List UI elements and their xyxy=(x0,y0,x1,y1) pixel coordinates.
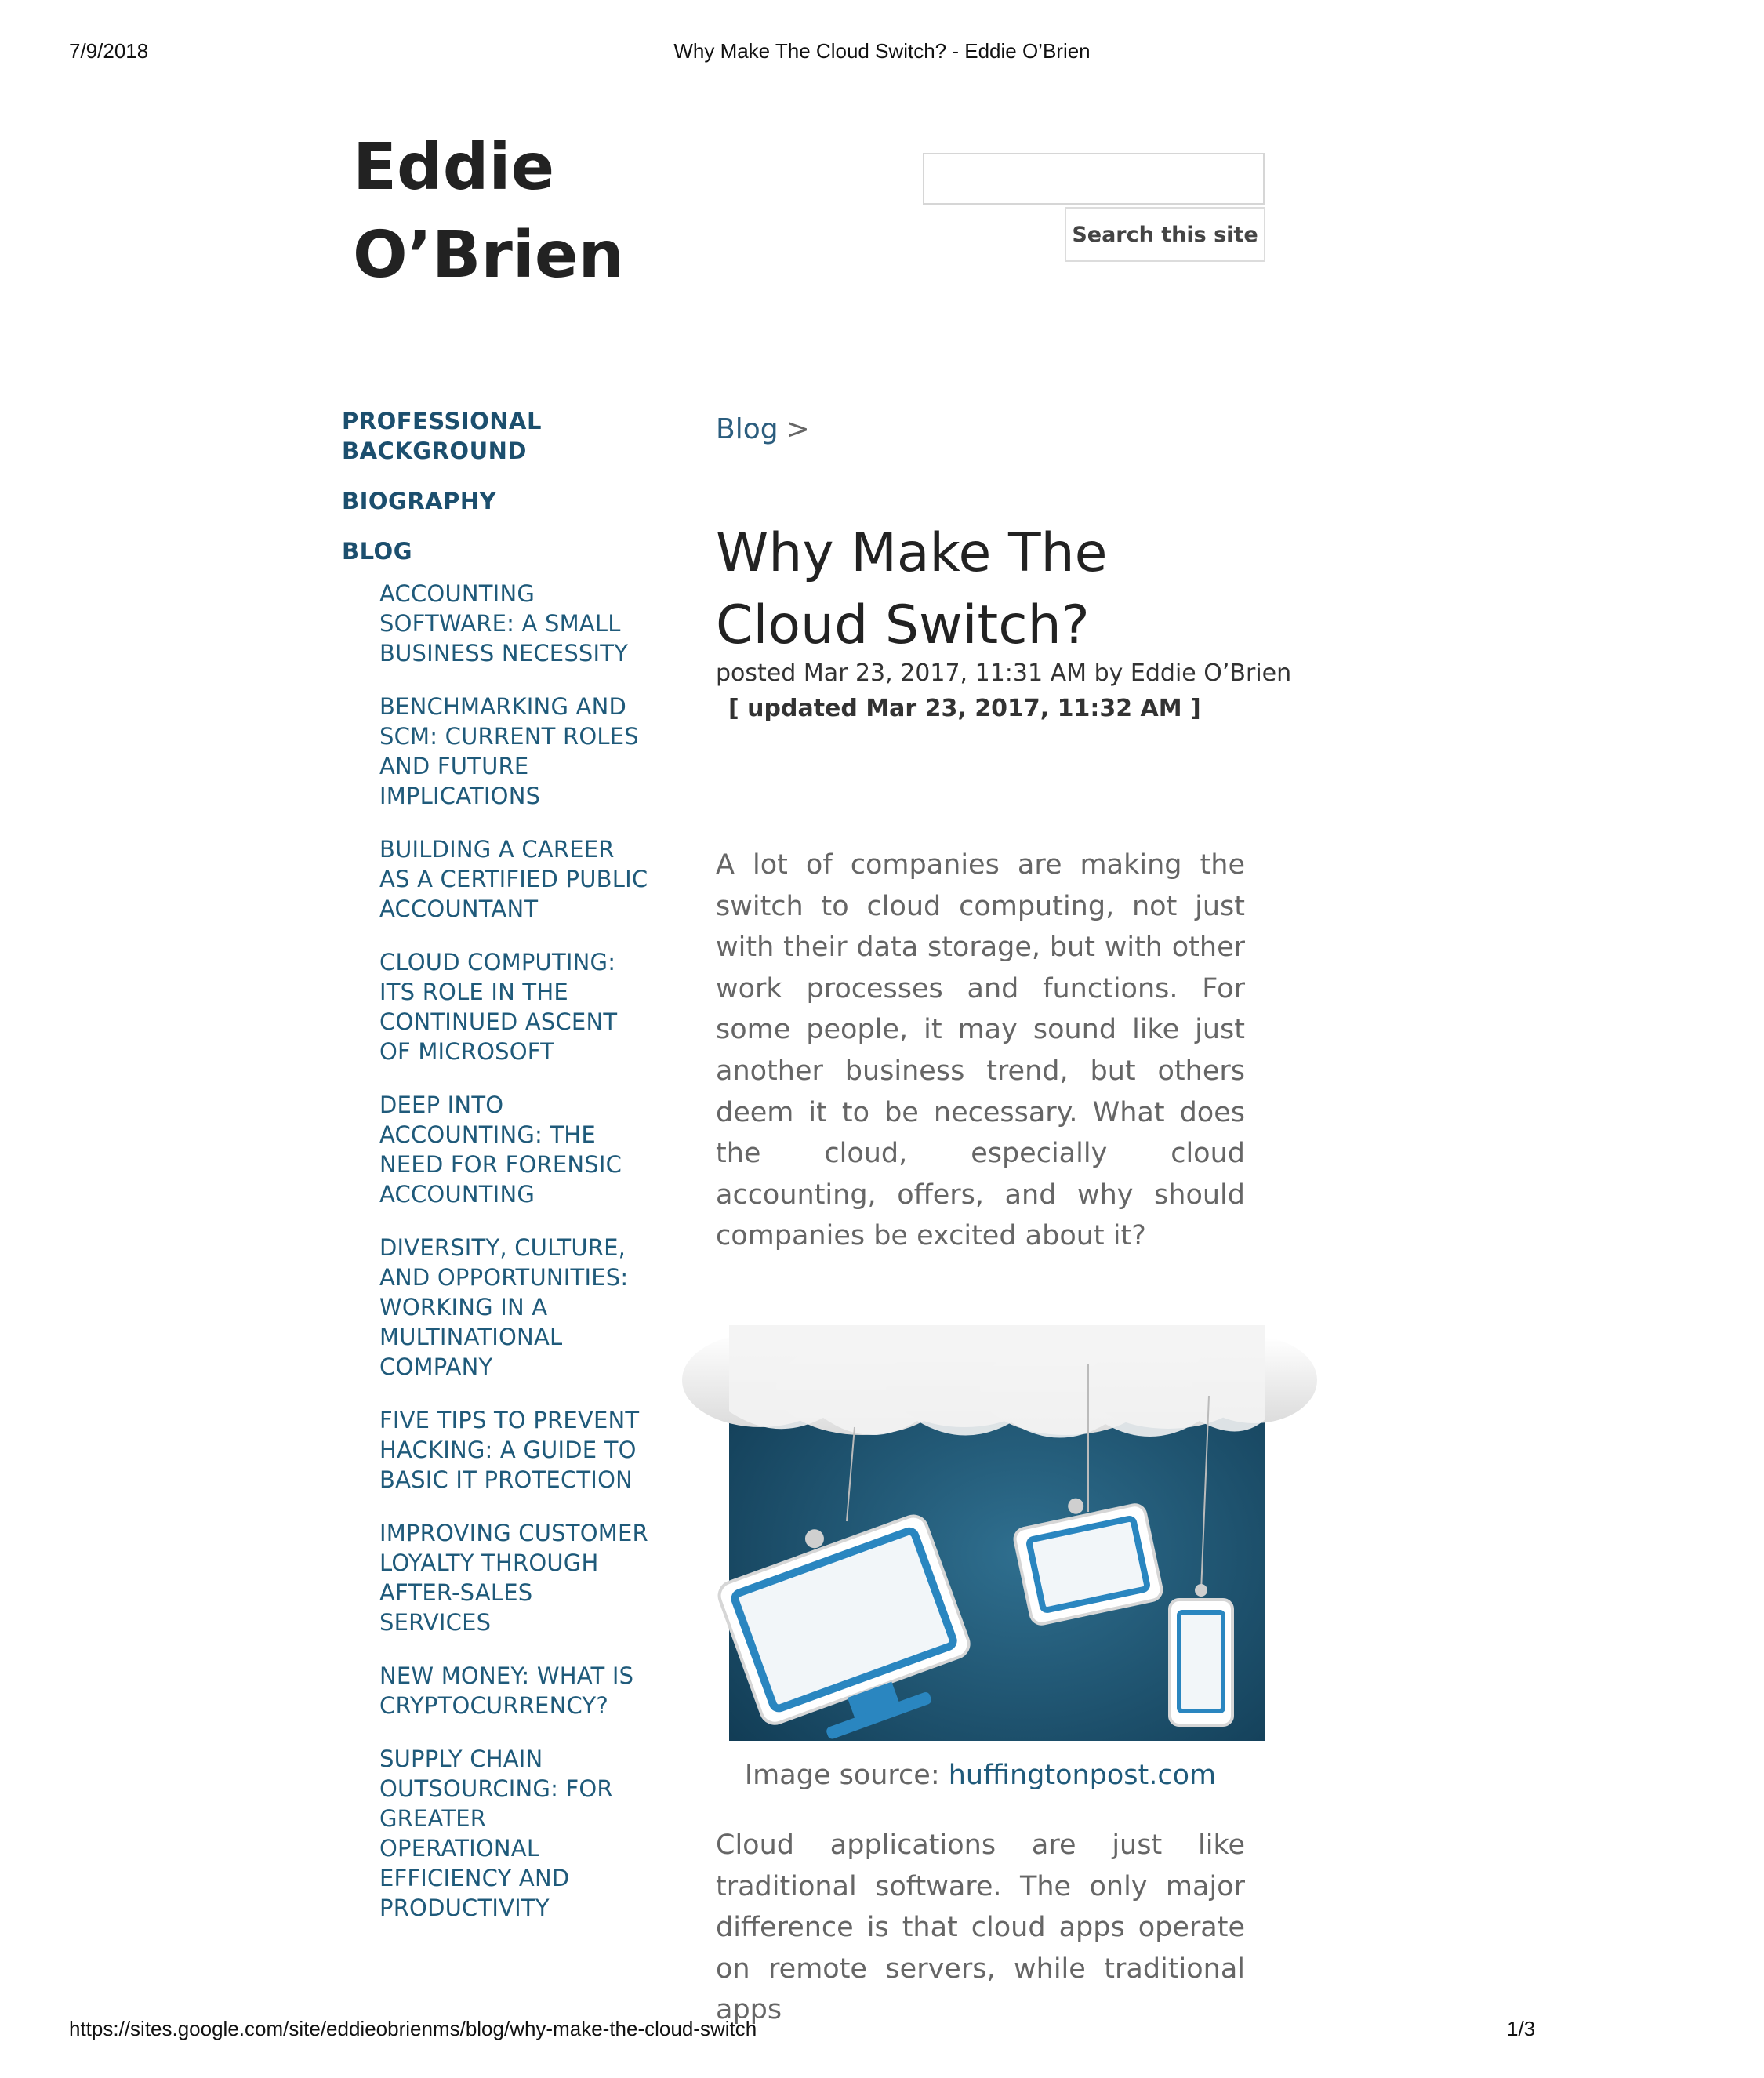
print-date: 7/9/2018 xyxy=(69,39,149,63)
image-caption xyxy=(716,1760,1245,1791)
post-title: Why Make The Cloud Switch? xyxy=(716,522,1108,656)
print-url: https://sites.google.com/site/eddieobrienms/blog/why-make-the-cloud-switch xyxy=(69,2017,757,2040)
blog-link-benchmarking-scm[interactable]: BENCHMARKING AND SCM: CURRENT ROLES AND FUTURE IMPLICATIONS xyxy=(379,693,639,809)
phone-device xyxy=(1170,1584,1232,1725)
article-paragraph-1: A lot of companies are making the switch to cloud computing, not just with their data storage, but with other work processes and functions. For some people, it may sound like just another business trend, but others deem it to be necessary. What does the cloud, especially cloud accounting, offers, and why should companies be excited about it? xyxy=(716,849,1245,1252)
blog-link-cloud-microsoft[interactable]: CLOUD COMPUTING: ITS ROLE IN THE CONTINUED ASCENT OF MICROSOFT xyxy=(379,949,618,1065)
search-input[interactable] xyxy=(923,153,1265,205)
post-meta: posted Mar 23, 2017, 11:31 AM by Eddie O’Brien xyxy=(716,659,1292,687)
cloud-devices-illustration xyxy=(729,1325,1265,1741)
breadcrumb-blog-link[interactable]: Blog xyxy=(716,413,779,445)
blog-link-diversity-culture[interactable]: DIVERSITY, CULTURE, AND OPPORTUNITIES: WORKING IN A MULTINATIONAL COMPANY xyxy=(379,1234,629,1380)
site-title-line2: O’Brien xyxy=(353,218,624,292)
print-page-number: 1/3 xyxy=(1507,2017,1536,2040)
blog-link-supply-chain[interactable]: SUPPLY CHAIN OUTSOURCING: FOR GREATER OPERATIONAL EFFICIENCY AND PRODUCTIVITY xyxy=(379,1746,613,1921)
breadcrumb xyxy=(716,413,810,445)
blog-link-forensic-accounting[interactable]: DEEP INTO ACCOUNTING: THE NEED FOR FORENSIC ACCOUNTING xyxy=(379,1092,622,1208)
blog-link-cpa-career[interactable]: BUILDING A CAREER AS A CERTIFIED PUBLIC ACCOUNTANT xyxy=(379,836,648,922)
article-paragraph-2: Cloud applications are just like traditional software. The only major difference is that cloud apps operate on remote servers, while traditional apps xyxy=(716,1829,1245,2026)
nav-item-blog[interactable]: BLOG xyxy=(342,538,413,565)
search-button[interactable]: Search this site xyxy=(1065,207,1265,262)
image-caption-prefix: Image source: xyxy=(744,1760,949,1791)
blog-link-prevent-hacking[interactable]: FIVE TIPS TO PREVENT HACKING: A GUIDE TO BASIC IT PROTECTION xyxy=(379,1407,640,1493)
cloud-devices-image xyxy=(729,1325,1265,1741)
image-source-link[interactable]: huffingtonpost.com xyxy=(948,1760,1217,1791)
blog-link-accounting-software[interactable]: ACCOUNTING SOFTWARE: A SMALL BUSINESS NECESSITY xyxy=(379,580,629,667)
nav-item-professional-background[interactable]: PROFESSIONAL BACKGROUND xyxy=(342,408,542,464)
sidebar-nav xyxy=(342,406,649,1946)
site-title-line1: Eddie xyxy=(353,130,555,205)
post-updated: [ updated Mar 23, 2017, 11:32 AM ] xyxy=(728,695,1201,722)
breadcrumb-separator: > xyxy=(786,413,810,445)
blog-link-cryptocurrency[interactable]: NEW MONEY: WHAT IS CRYPTOCURRENCY? xyxy=(379,1662,634,1719)
blog-link-customer-loyalty[interactable]: IMPROVING CUSTOMER LOYALTY THROUGH AFTER-SALES SERVICES xyxy=(379,1520,648,1636)
print-title: Why Make The Cloud Switch? - Eddie O’Brien xyxy=(673,39,1091,63)
blog-subnav xyxy=(342,579,649,1923)
site-title[interactable] xyxy=(353,124,745,300)
cloud-shapes xyxy=(682,1325,1317,1438)
nav-item-biography[interactable]: BIOGRAPHY xyxy=(342,488,497,514)
